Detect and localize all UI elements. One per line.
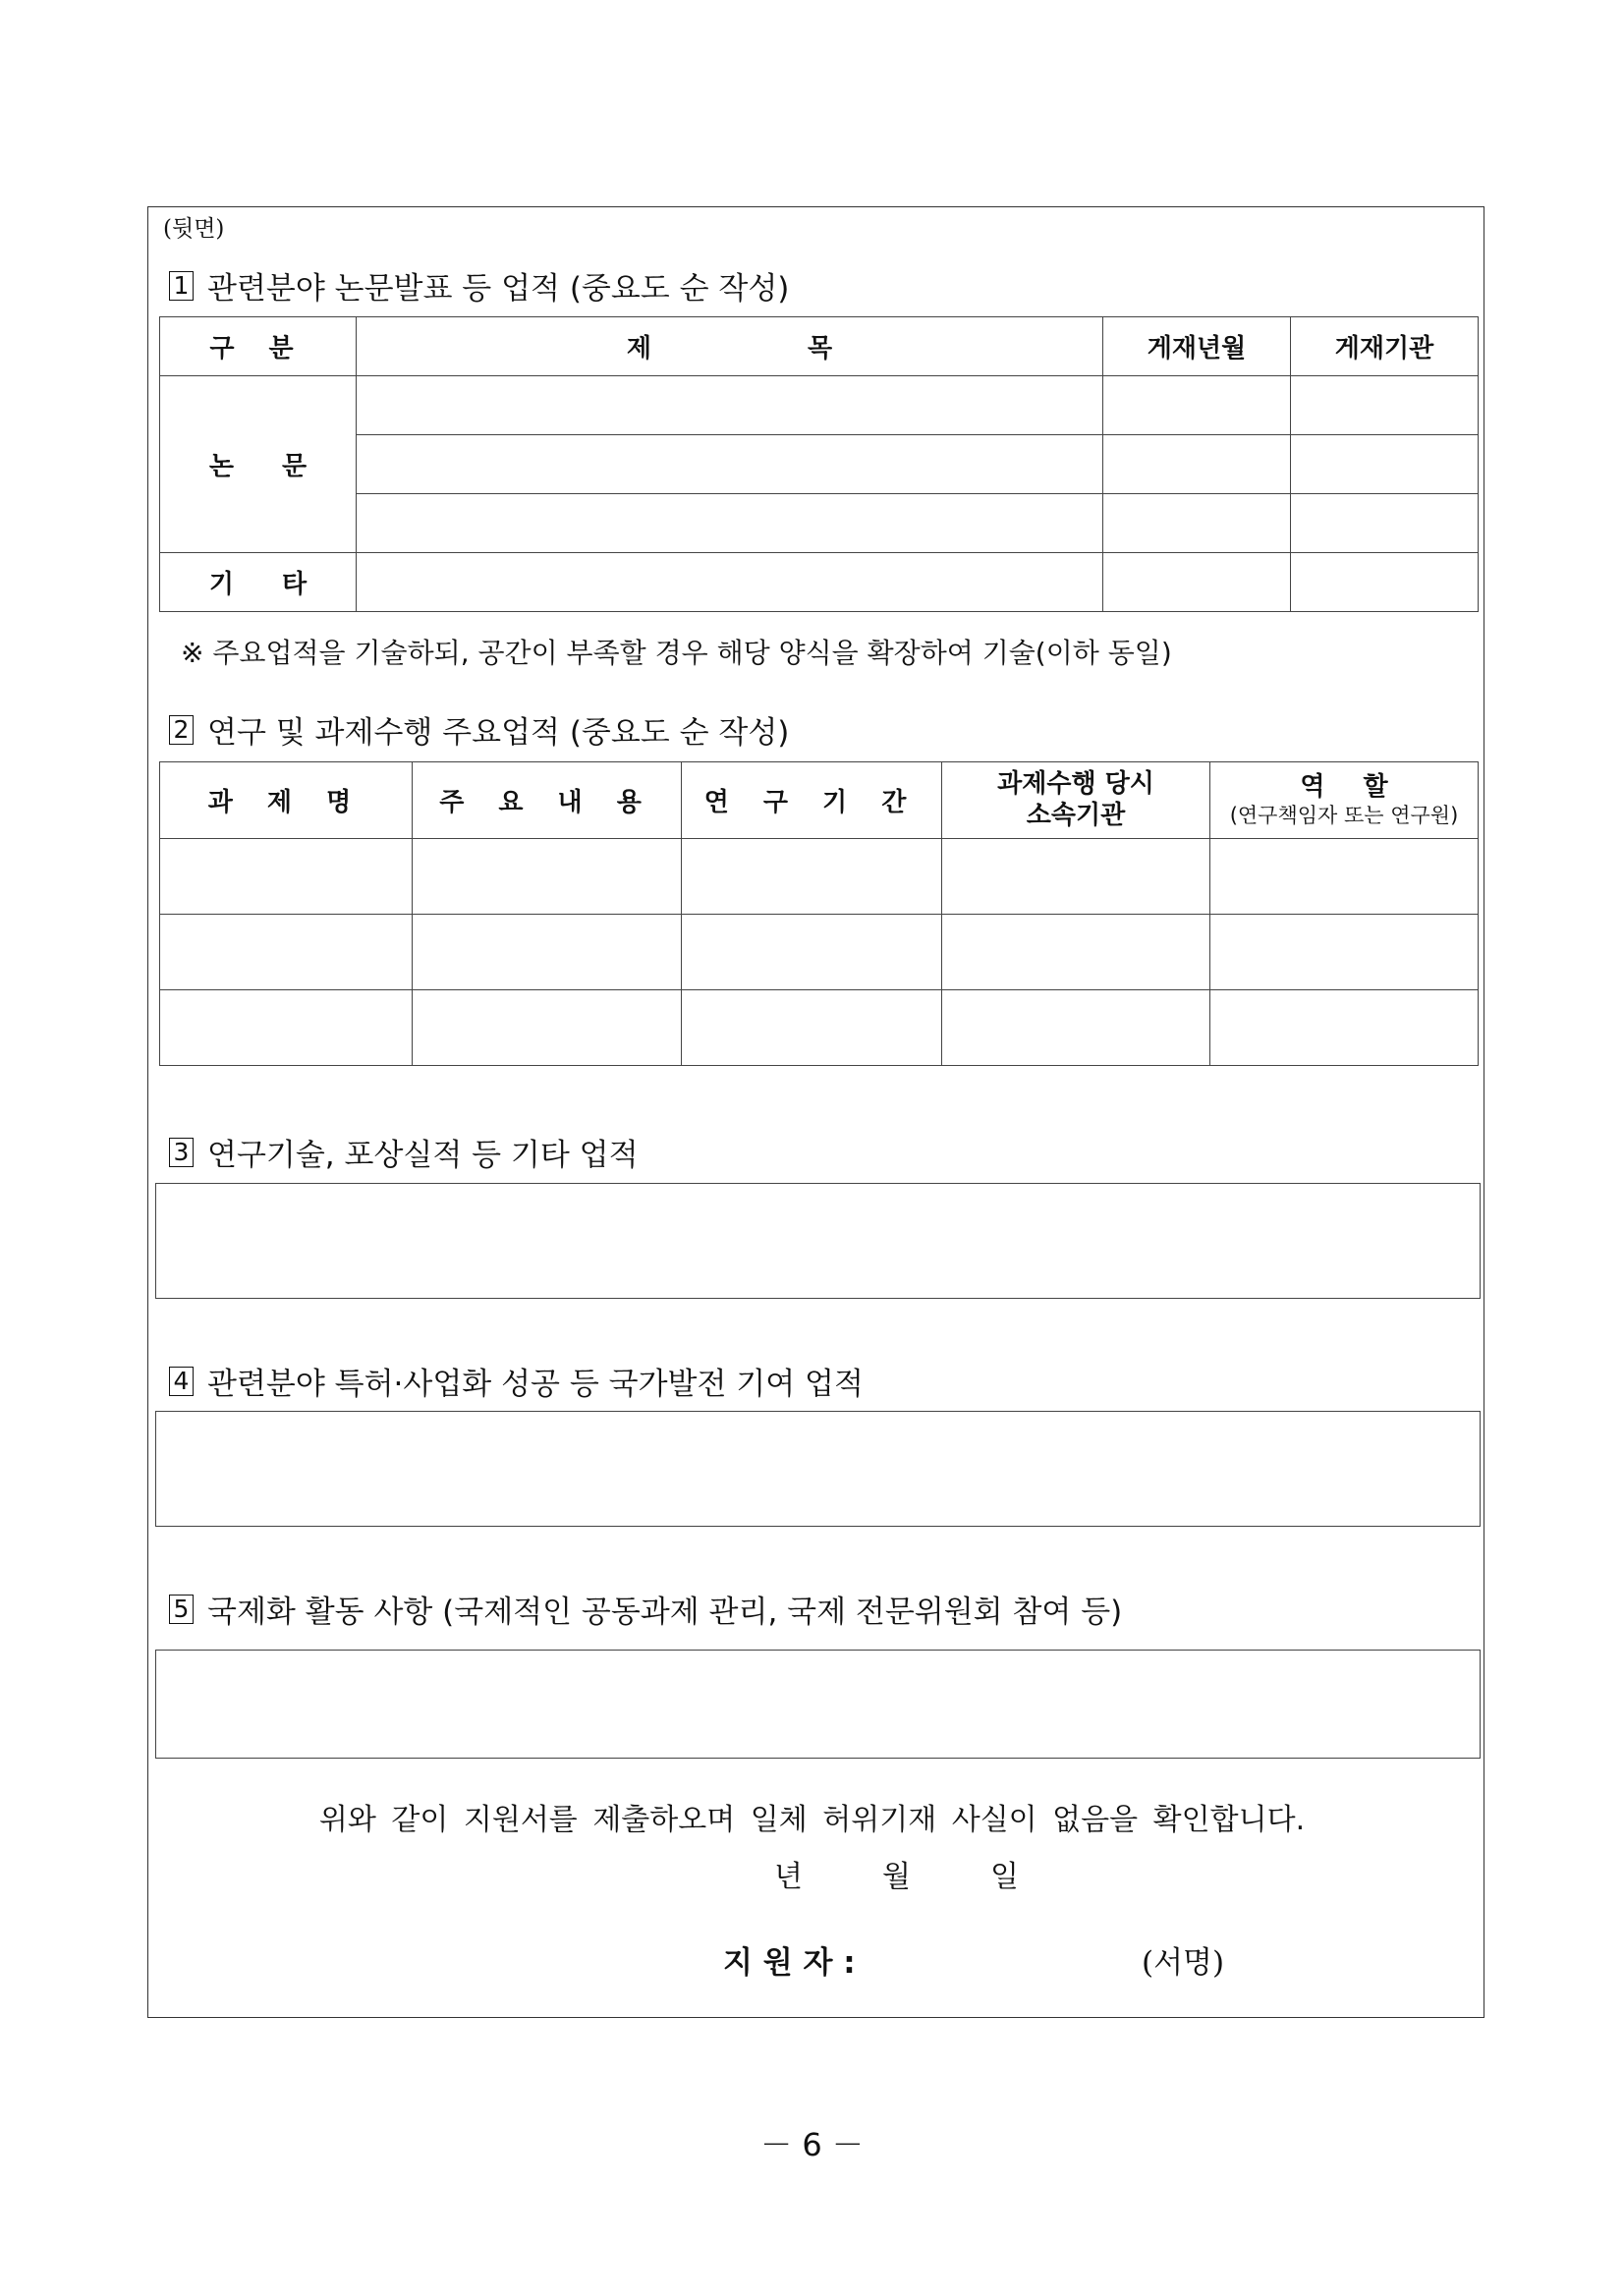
section-1-number: 1 <box>169 271 194 301</box>
section-4-text: 관련분야 특허·사업화 성공 등 국가발전 기여 업적 <box>207 1367 864 1402</box>
section-4-title <box>169 1359 864 1403</box>
paper-publisher-cell[interactable] <box>1291 435 1479 494</box>
date-year[interactable]: 년 <box>774 1860 803 1894</box>
section-2-number: 2 <box>169 715 194 745</box>
section-3-text: 연구기술, 포상실적 등 기타 업적 <box>207 1138 639 1173</box>
header-title: 제 목 <box>357 317 1103 376</box>
back-side-label: (뒷면) <box>163 216 225 242</box>
section-1-title <box>169 263 789 308</box>
project-affiliation-cell[interactable] <box>942 839 1210 915</box>
other-date-cell[interactable] <box>1103 553 1291 612</box>
project-content-cell[interactable] <box>413 839 682 915</box>
project-name-cell[interactable] <box>160 990 413 1066</box>
paper-date-cell[interactable] <box>1103 494 1291 553</box>
project-affiliation-cell[interactable] <box>942 990 1210 1066</box>
project-role-cell[interactable] <box>1210 839 1479 915</box>
section-5-title <box>169 1587 1122 1631</box>
paper-publisher-cell[interactable] <box>1291 376 1479 435</box>
header-research-period: 연 구 기 간 <box>682 762 942 839</box>
other-title-cell[interactable] <box>357 553 1103 612</box>
applicant-label: 지 원 자 : <box>723 1945 856 1981</box>
section-5-text: 국제화 활동 사항 (국제적인 공동과제 관리, 국제 전문위원회 참여 등) <box>207 1595 1123 1630</box>
project-role-cell[interactable] <box>1210 990 1479 1066</box>
project-period-cell[interactable] <box>682 990 942 1066</box>
project-content-cell[interactable] <box>413 990 682 1066</box>
international-activity-box[interactable] <box>155 1650 1481 1759</box>
section-2-text: 연구 및 과제수행 주요업적 (중요도 순 작성) <box>207 715 790 751</box>
section-4-number: 4 <box>169 1367 194 1396</box>
paper-title-cell[interactable] <box>357 435 1103 494</box>
national-contribution-box[interactable] <box>155 1411 1481 1527</box>
section-3-number: 3 <box>169 1138 194 1167</box>
expansion-note: ※ 주요업적을 기술하되, 공간이 부족할 경우 해당 양식을 확장하여 기술(이하 동일) <box>181 637 1172 669</box>
section-3-title <box>169 1130 639 1174</box>
header-main-content: 주 요 내 용 <box>413 762 682 839</box>
header-project-name: 과 제 명 <box>160 762 413 839</box>
project-content-cell[interactable] <box>413 915 682 990</box>
header-role: 역 할 (연구책임자 또는 연구원) <box>1210 762 1479 839</box>
row-label-papers: 논 문 <box>160 376 357 553</box>
section-2-title <box>169 707 789 752</box>
other-publisher-cell[interactable] <box>1291 553 1479 612</box>
paper-title-cell[interactable] <box>357 376 1103 435</box>
header-pub-date: 게재년월 <box>1103 317 1291 376</box>
project-name-cell[interactable] <box>160 915 413 990</box>
header-category: 구 분 <box>160 317 357 376</box>
projects-table <box>159 761 1479 1066</box>
paper-date-cell[interactable] <box>1103 376 1291 435</box>
project-name-cell[interactable] <box>160 839 413 915</box>
signature-field[interactable]: (서명) <box>1142 1945 1225 1981</box>
page-number: － 6 － <box>760 2126 864 2163</box>
section-5-number: 5 <box>169 1595 194 1624</box>
project-period-cell[interactable] <box>682 915 942 990</box>
paper-publisher-cell[interactable] <box>1291 494 1479 553</box>
date-month[interactable]: 월 <box>882 1860 911 1894</box>
other-achievements-box[interactable] <box>155 1183 1481 1299</box>
paper-title-cell[interactable] <box>357 494 1103 553</box>
date-day[interactable]: 일 <box>990 1860 1019 1894</box>
row-label-other: 기 타 <box>160 553 357 612</box>
project-role-cell[interactable] <box>1210 915 1479 990</box>
confirmation-statement: 위와 같이 지원서를 제출하오며 일체 허위기재 사실이 없음을 확인합니다. <box>318 1803 1306 1837</box>
paper-date-cell[interactable] <box>1103 435 1291 494</box>
section-1-text: 관련분야 논문발표 등 업적 (중요도 순 작성) <box>207 271 790 307</box>
project-period-cell[interactable] <box>682 839 942 915</box>
project-affiliation-cell[interactable] <box>942 915 1210 990</box>
header-publisher: 게재기관 <box>1291 317 1479 376</box>
header-affiliation: 과제수행 당시 소속기관 <box>942 762 1210 839</box>
papers-table <box>159 316 1479 612</box>
